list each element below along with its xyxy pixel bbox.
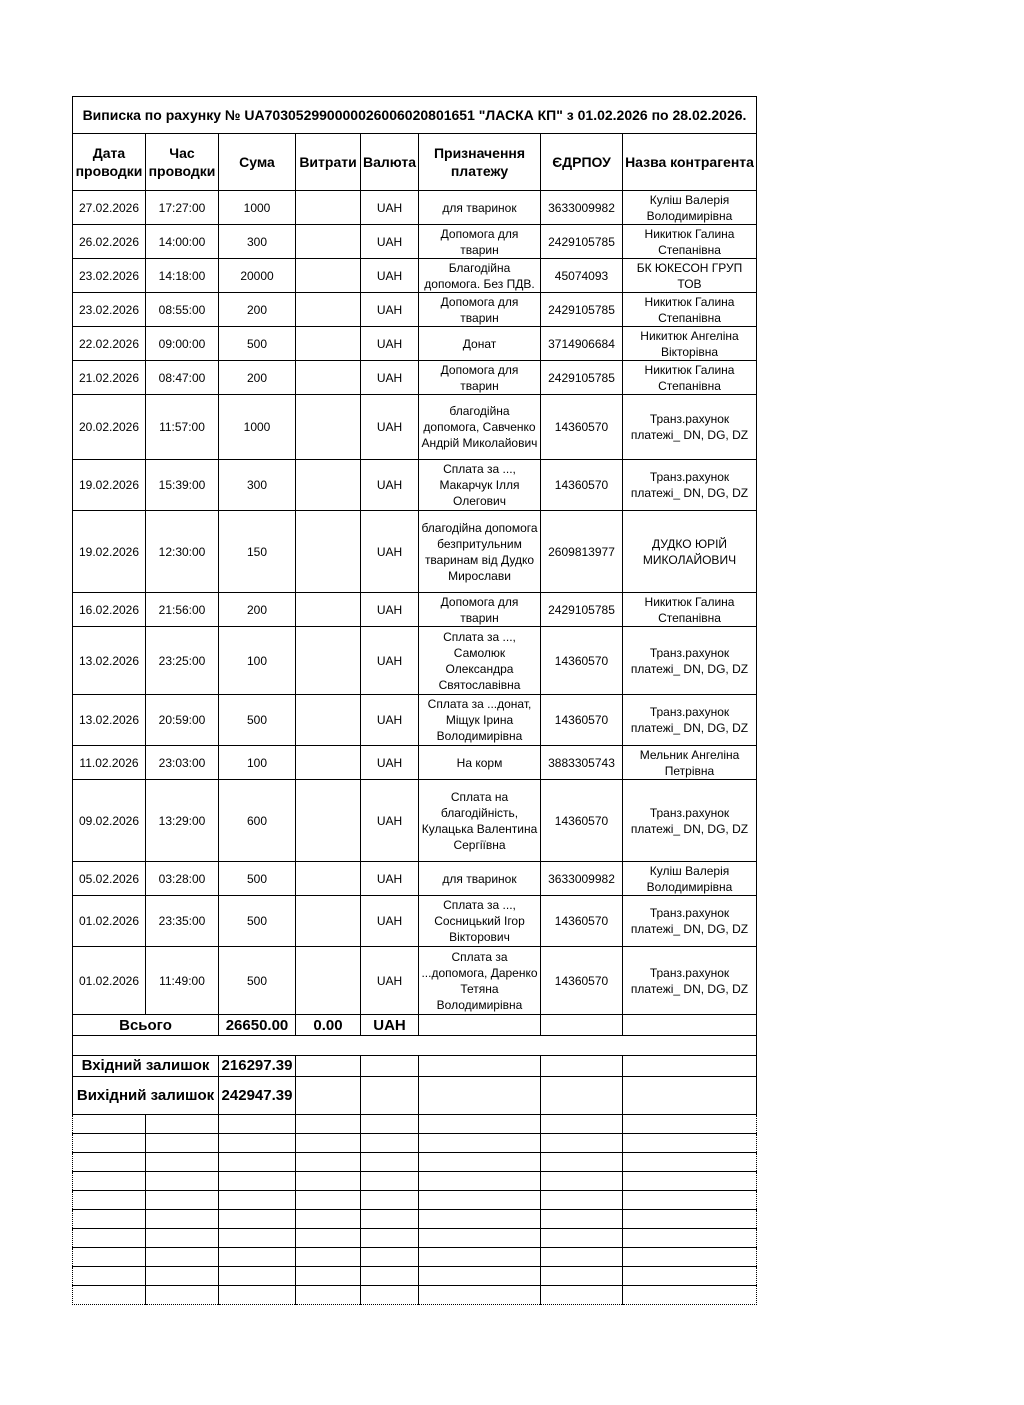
cell-amount: 500 [219, 327, 296, 361]
empty-grid-cell [219, 1172, 296, 1191]
col-header-time: Час проводки [146, 134, 219, 191]
cell-amount: 100 [219, 627, 296, 695]
cell-counterparty: Транз.рахунок платежі_ DN, DG, DZ [623, 395, 757, 460]
empty-grid-cell [219, 1267, 296, 1286]
empty-grid-cell [541, 1153, 623, 1172]
col-header-counterparty: Назва контрагента [623, 134, 757, 191]
table-row [73, 862, 757, 896]
cell-time: 17:27:00 [146, 191, 219, 225]
cell-counterparty: Транз.рахунок платежі_ DN, DG, DZ [623, 896, 757, 947]
empty-grid-cell [623, 1115, 757, 1134]
empty-grid-cell [419, 1267, 541, 1286]
empty-grid-cell [296, 1134, 361, 1153]
empty-grid-cell [146, 1210, 219, 1229]
empty-grid-cell [146, 1248, 219, 1267]
empty-grid-cell [219, 1286, 296, 1305]
cell-time: 08:47:00 [146, 361, 219, 395]
table-row [73, 327, 757, 361]
cell-counterparty: БК ЮКЕСОН ГРУП ТОВ [623, 259, 757, 293]
cell-fee [296, 511, 361, 593]
empty-grid-cell [146, 1115, 219, 1134]
empty-grid-cell [419, 1229, 541, 1248]
empty-cell [623, 1077, 757, 1115]
cell-edrpou: 14360570 [541, 460, 623, 511]
cell-time: 03:28:00 [146, 862, 219, 896]
empty-grid-cell [361, 1267, 419, 1286]
cell-date: 23.02.2026 [73, 293, 146, 327]
cell-currency: UAH [361, 862, 419, 896]
empty-cell [296, 1077, 361, 1115]
cell-purpose: Сплата за ..., Макарчук Ілля Олегович [419, 460, 541, 511]
cell-amount: 200 [219, 293, 296, 327]
opening-balance-row [73, 1056, 757, 1077]
col-header-date: Дата проводки [73, 134, 146, 191]
column-header-row [73, 134, 757, 191]
closing-balance-value: 242947.39 [219, 1077, 296, 1115]
empty-grid-cell [361, 1210, 419, 1229]
cell-date: 09.02.2026 [73, 780, 146, 862]
empty-grid-cell [419, 1172, 541, 1191]
table-row [73, 225, 757, 259]
opening-balance-value: 216297.39 [219, 1056, 296, 1077]
empty-grid-cell [623, 1134, 757, 1153]
cell-edrpou: 2429105785 [541, 593, 623, 627]
cell-edrpou: 2429105785 [541, 225, 623, 259]
empty-grid-cell [361, 1134, 419, 1153]
cell-purpose: для тваринок [419, 191, 541, 225]
cell-counterparty: Транз.рахунок платежі_ DN, DG, DZ [623, 695, 757, 746]
empty-grid-rows [73, 1115, 757, 1305]
cell-date: 01.02.2026 [73, 896, 146, 947]
empty-grid-cell [623, 1191, 757, 1210]
empty-grid-cell [146, 1267, 219, 1286]
cell-edrpou: 2429105785 [541, 293, 623, 327]
empty-grid-cell [146, 1229, 219, 1248]
cell-currency: UAH [361, 191, 419, 225]
totals-row [73, 1015, 757, 1036]
cell-amount: 500 [219, 862, 296, 896]
empty-grid-cell [296, 1191, 361, 1210]
cell-fee [296, 947, 361, 1015]
cell-date: 21.02.2026 [73, 361, 146, 395]
empty-grid-row [73, 1115, 757, 1134]
cell-currency: UAH [361, 327, 419, 361]
empty-grid-cell [419, 1134, 541, 1153]
cell-fee [296, 225, 361, 259]
cell-date: 19.02.2026 [73, 511, 146, 593]
cell-time: 08:55:00 [146, 293, 219, 327]
empty-grid-cell [296, 1153, 361, 1172]
empty-grid-cell [296, 1210, 361, 1229]
empty-grid-cell [146, 1191, 219, 1210]
table-row [73, 191, 757, 225]
empty-grid-cell [73, 1248, 146, 1267]
cell-counterparty: Транз.рахунок платежі_ DN, DG, DZ [623, 460, 757, 511]
transaction-rows [73, 191, 757, 1015]
cell-fee [296, 191, 361, 225]
empty-grid-cell [73, 1115, 146, 1134]
empty-cell [541, 1077, 623, 1115]
cell-counterparty: Транз.рахунок платежі_ DN, DG, DZ [623, 780, 757, 862]
empty-grid-cell [73, 1134, 146, 1153]
cell-counterparty: Никитюк Ангеліна Вікторівна [623, 327, 757, 361]
empty-grid-row [73, 1134, 757, 1153]
cell-edrpou: 45074093 [541, 259, 623, 293]
col-header-purpose: Призначення платежу [419, 134, 541, 191]
empty-grid-cell [296, 1172, 361, 1191]
empty-grid-cell [219, 1229, 296, 1248]
cell-fee [296, 780, 361, 862]
cell-fee [296, 862, 361, 896]
empty-grid-cell [146, 1153, 219, 1172]
cell-edrpou: 2429105785 [541, 361, 623, 395]
cell-fee [296, 361, 361, 395]
table-row [73, 361, 757, 395]
cell-currency: UAH [361, 695, 419, 746]
table-row [73, 695, 757, 746]
empty-grid-cell [541, 1115, 623, 1134]
empty-cell [419, 1056, 541, 1077]
cell-amount: 200 [219, 361, 296, 395]
cell-date: 19.02.2026 [73, 460, 146, 511]
cell-purpose: На корм [419, 746, 541, 780]
cell-counterparty: Никитюк Галина Степанівна [623, 593, 757, 627]
col-header-fee: Витрати [296, 134, 361, 191]
cell-currency: UAH [361, 511, 419, 593]
empty-grid-cell [219, 1153, 296, 1172]
cell-currency: UAH [361, 593, 419, 627]
table-row [73, 780, 757, 862]
empty-cell [623, 1056, 757, 1077]
empty-grid-cell [623, 1210, 757, 1229]
empty-grid-cell [296, 1248, 361, 1267]
cell-counterparty: Никитюк Галина Степанівна [623, 225, 757, 259]
cell-time: 20:59:00 [146, 695, 219, 746]
totals-empty-cell [541, 1015, 623, 1036]
empty-cell [419, 1077, 541, 1115]
cell-fee [296, 327, 361, 361]
empty-grid-cell [623, 1153, 757, 1172]
cell-fee [296, 746, 361, 780]
empty-grid-cell [623, 1248, 757, 1267]
cell-amount: 100 [219, 746, 296, 780]
cell-fee [296, 896, 361, 947]
empty-grid-cell [73, 1153, 146, 1172]
cell-fee [296, 695, 361, 746]
cell-currency: UAH [361, 746, 419, 780]
cell-fee [296, 259, 361, 293]
empty-grid-cell [296, 1267, 361, 1286]
table-row [73, 896, 757, 947]
closing-balance-label: Вихідний залишок [73, 1077, 219, 1115]
cell-currency: UAH [361, 361, 419, 395]
cell-date: 27.02.2026 [73, 191, 146, 225]
cell-purpose: Сплата за ...допомога, Даренко Тетяна Володимирівна [419, 947, 541, 1015]
spacer-row [73, 1036, 757, 1056]
empty-grid-cell [541, 1229, 623, 1248]
cell-edrpou: 14360570 [541, 896, 623, 947]
cell-amount: 500 [219, 896, 296, 947]
empty-grid-cell [541, 1191, 623, 1210]
empty-cell [296, 1056, 361, 1077]
empty-cell [361, 1056, 419, 1077]
cell-date: 11.02.2026 [73, 746, 146, 780]
cell-currency: UAH [361, 896, 419, 947]
empty-grid-cell [541, 1248, 623, 1267]
empty-grid-cell [219, 1210, 296, 1229]
empty-grid-cell [361, 1153, 419, 1172]
cell-counterparty: Никитюк Галина Степанівна [623, 361, 757, 395]
empty-grid-row [73, 1229, 757, 1248]
empty-grid-cell [623, 1229, 757, 1248]
cell-edrpou: 14360570 [541, 395, 623, 460]
empty-grid-cell [623, 1286, 757, 1305]
cell-fee [296, 460, 361, 511]
cell-amount: 150 [219, 511, 296, 593]
empty-grid-cell [219, 1134, 296, 1153]
totals-empty-cell [623, 1015, 757, 1036]
opening-balance-label: Вхідний залишок [73, 1056, 219, 1077]
cell-date: 13.02.2026 [73, 695, 146, 746]
closing-balance-row [73, 1077, 757, 1115]
empty-grid-cell [541, 1286, 623, 1305]
cell-counterparty: Куліш Валерія Володимирівна [623, 191, 757, 225]
empty-grid-row [73, 1248, 757, 1267]
empty-grid-cell [419, 1191, 541, 1210]
cell-time: 14:00:00 [146, 225, 219, 259]
cell-time: 12:30:00 [146, 511, 219, 593]
cell-amount: 500 [219, 947, 296, 1015]
cell-date: 16.02.2026 [73, 593, 146, 627]
cell-edrpou: 3714906684 [541, 327, 623, 361]
cell-edrpou: 14360570 [541, 947, 623, 1015]
totals-amount: 26650.00 [219, 1015, 296, 1036]
cell-purpose: благодійна допомога безпритульним тваринам від Дудко Мирослави [419, 511, 541, 593]
empty-grid-row [73, 1153, 757, 1172]
cell-currency: UAH [361, 293, 419, 327]
empty-cell [361, 1077, 419, 1115]
empty-grid-cell [419, 1286, 541, 1305]
statement-table [72, 96, 757, 1305]
cell-purpose: Допомога для тварин [419, 593, 541, 627]
cell-purpose: Сплата за ..., Сосницький Ігор Вікторович [419, 896, 541, 947]
cell-currency: UAH [361, 395, 419, 460]
cell-time: 14:18:00 [146, 259, 219, 293]
empty-grid-cell [419, 1248, 541, 1267]
cell-purpose: Донат [419, 327, 541, 361]
cell-currency: UAH [361, 627, 419, 695]
empty-grid-cell [296, 1229, 361, 1248]
cell-purpose: благодійна допомога, Савченко Андрій Миколайович [419, 395, 541, 460]
table-row [73, 259, 757, 293]
cell-fee [296, 293, 361, 327]
cell-currency: UAH [361, 947, 419, 1015]
cell-time: 21:56:00 [146, 593, 219, 627]
cell-purpose: Сплата за ...донат, Міщук Ірина Володимирівна [419, 695, 541, 746]
empty-grid-cell [361, 1229, 419, 1248]
empty-grid-cell [361, 1286, 419, 1305]
empty-grid-row [73, 1267, 757, 1286]
cell-amount: 200 [219, 593, 296, 627]
empty-grid-cell [146, 1172, 219, 1191]
cell-counterparty: Мельник Ангеліна Петрівна [623, 746, 757, 780]
cell-time: 11:49:00 [146, 947, 219, 1015]
table-row [73, 627, 757, 695]
cell-currency: UAH [361, 259, 419, 293]
cell-date: 13.02.2026 [73, 627, 146, 695]
cell-edrpou: 14360570 [541, 627, 623, 695]
table-row [73, 293, 757, 327]
empty-grid-cell [361, 1248, 419, 1267]
empty-grid-cell [419, 1115, 541, 1134]
empty-grid-cell [73, 1172, 146, 1191]
cell-edrpou: 2609813977 [541, 511, 623, 593]
table-row [73, 511, 757, 593]
empty-grid-cell [419, 1210, 541, 1229]
cell-time: 23:25:00 [146, 627, 219, 695]
cell-fee [296, 593, 361, 627]
col-header-currency: Валюта [361, 134, 419, 191]
cell-purpose: Допомога для тварин [419, 361, 541, 395]
cell-counterparty: ДУДКО ЮРІЙ МИКОЛАЙОВИЧ [623, 511, 757, 593]
spacer-cell [73, 1036, 757, 1056]
cell-edrpou: 14360570 [541, 695, 623, 746]
cell-fee [296, 627, 361, 695]
table-row [73, 947, 757, 1015]
cell-currency: UAH [361, 780, 419, 862]
cell-amount: 600 [219, 780, 296, 862]
cell-counterparty: Транз.рахунок платежі_ DN, DG, DZ [623, 627, 757, 695]
cell-time: 09:00:00 [146, 327, 219, 361]
cell-time: 13:29:00 [146, 780, 219, 862]
empty-grid-cell [219, 1115, 296, 1134]
cell-time: 23:03:00 [146, 746, 219, 780]
cell-amount: 300 [219, 460, 296, 511]
table-row [73, 395, 757, 460]
totals-currency: UAH [361, 1015, 419, 1036]
cell-counterparty: Никитюк Галина Степанівна [623, 293, 757, 327]
empty-grid-cell [361, 1191, 419, 1210]
empty-grid-cell [73, 1229, 146, 1248]
empty-grid-cell [361, 1172, 419, 1191]
cell-edrpou: 14360570 [541, 780, 623, 862]
empty-grid-cell [73, 1210, 146, 1229]
cell-amount: 1000 [219, 191, 296, 225]
cell-time: 11:57:00 [146, 395, 219, 460]
cell-date: 23.02.2026 [73, 259, 146, 293]
table-row [73, 593, 757, 627]
cell-purpose: Допомога для тварин [419, 293, 541, 327]
empty-grid-cell [623, 1172, 757, 1191]
empty-grid-cell [361, 1115, 419, 1134]
cell-date: 26.02.2026 [73, 225, 146, 259]
empty-grid-cell [73, 1286, 146, 1305]
table-row [73, 460, 757, 511]
totals-fees: 0.00 [296, 1015, 361, 1036]
empty-grid-cell [541, 1134, 623, 1153]
cell-date: 05.02.2026 [73, 862, 146, 896]
col-header-amount: Сума [219, 134, 296, 191]
cell-date: 20.02.2026 [73, 395, 146, 460]
empty-grid-cell [541, 1267, 623, 1286]
cell-purpose: Благодійна допомога. Без ПДВ. [419, 259, 541, 293]
cell-date: 22.02.2026 [73, 327, 146, 361]
cell-edrpou: 3633009982 [541, 862, 623, 896]
empty-grid-cell [146, 1286, 219, 1305]
totals-label: Всього [73, 1015, 219, 1036]
empty-grid-cell [73, 1267, 146, 1286]
cell-counterparty: Куліш Валерія Володимирівна [623, 862, 757, 896]
empty-grid-cell [296, 1115, 361, 1134]
empty-grid-cell [541, 1172, 623, 1191]
cell-purpose: для тваринок [419, 862, 541, 896]
cell-edrpou: 3883305743 [541, 746, 623, 780]
empty-grid-cell [623, 1267, 757, 1286]
statement-title: Виписка по рахунку № UA703052990000026006020801651 "ЛАСКА КП" з 01.02.2026 по 28.02.2026. [73, 97, 757, 134]
table-row [73, 746, 757, 780]
empty-grid-cell [73, 1191, 146, 1210]
cell-currency: UAH [361, 225, 419, 259]
cell-amount: 300 [219, 225, 296, 259]
empty-grid-cell [219, 1248, 296, 1267]
col-header-edrpou: ЄДРПОУ [541, 134, 623, 191]
cell-amount: 1000 [219, 395, 296, 460]
empty-grid-cell [419, 1153, 541, 1172]
totals-empty-cell [419, 1015, 541, 1036]
cell-date: 01.02.2026 [73, 947, 146, 1015]
cell-time: 15:39:00 [146, 460, 219, 511]
empty-grid-cell [146, 1134, 219, 1153]
cell-amount: 500 [219, 695, 296, 746]
cell-edrpou: 3633009982 [541, 191, 623, 225]
empty-grid-cell [541, 1210, 623, 1229]
cell-time: 23:35:00 [146, 896, 219, 947]
cell-purpose: Допомога для тварин [419, 225, 541, 259]
cell-purpose: Сплата на благодійність, Кулацька Валентина Сергіївна [419, 780, 541, 862]
empty-grid-row [73, 1191, 757, 1210]
empty-grid-row [73, 1172, 757, 1191]
cell-counterparty: Транз.рахунок платежі_ DN, DG, DZ [623, 947, 757, 1015]
empty-grid-row [73, 1210, 757, 1229]
empty-grid-row [73, 1286, 757, 1305]
empty-grid-cell [219, 1191, 296, 1210]
cell-currency: UAH [361, 460, 419, 511]
cell-fee [296, 395, 361, 460]
empty-grid-cell [296, 1286, 361, 1305]
empty-cell [541, 1056, 623, 1077]
cell-purpose: Сплата за ..., Самолюк Олександра Святославівна [419, 627, 541, 695]
cell-amount: 20000 [219, 259, 296, 293]
